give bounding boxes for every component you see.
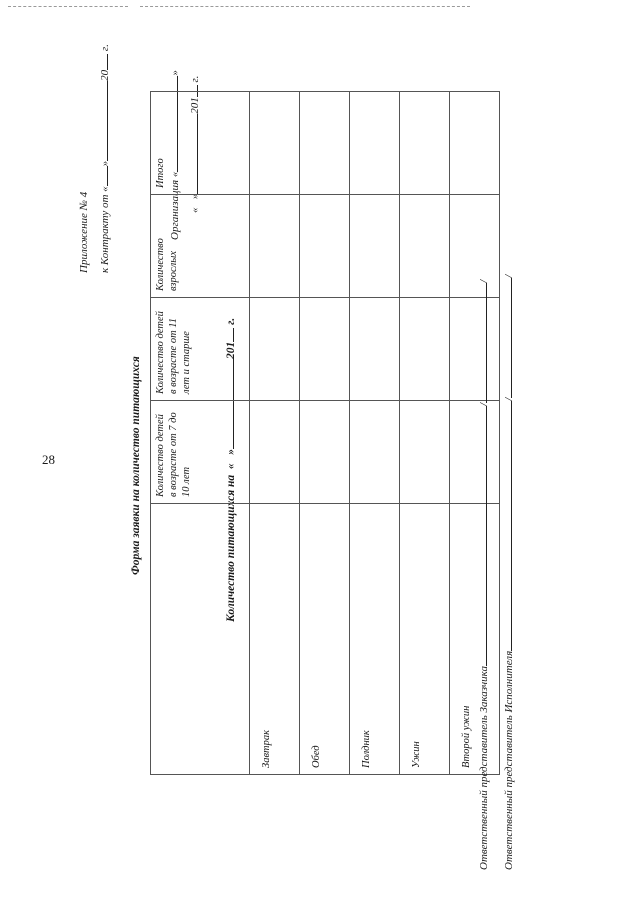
table-cell[interactable] xyxy=(300,298,350,401)
organization-label: Организация « xyxy=(169,171,181,240)
table-row xyxy=(350,92,400,775)
customer-name-slash: / xyxy=(478,279,490,283)
header-cell-total: Итого xyxy=(151,92,250,195)
contract-year-blank xyxy=(96,54,108,70)
contract-year-prefix: 20 xyxy=(99,69,111,81)
meal-count-table xyxy=(150,91,500,775)
customer-signature-slash: / xyxy=(478,402,490,406)
count-year-prefix: 201 xyxy=(225,341,237,359)
table-cell[interactable] xyxy=(250,195,300,298)
table-cell[interactable] xyxy=(300,195,350,298)
organization-close-quote: » xyxy=(169,70,181,76)
form-title: Форма заявки на количество питающихся xyxy=(130,356,142,575)
table-header-row xyxy=(151,92,250,775)
executor-name-slash: / xyxy=(503,274,515,278)
table-cell[interactable] xyxy=(350,401,400,504)
contract-day-blank xyxy=(96,166,108,186)
customer-signature-line xyxy=(475,280,490,870)
table-cell[interactable] xyxy=(350,195,400,298)
table-cell[interactable] xyxy=(400,92,450,195)
table-cell[interactable] xyxy=(250,401,300,504)
executor-signature-line xyxy=(500,275,515,870)
count-year-suffix: г. xyxy=(225,317,237,325)
executor-signature-slash: / xyxy=(503,397,515,401)
table-cell[interactable] xyxy=(400,298,450,401)
header-cell-adults: Количество взрослых xyxy=(151,195,250,298)
count-close-quote: » xyxy=(225,448,237,455)
contract-month-blank xyxy=(96,81,108,161)
executor-signature-blank[interactable] xyxy=(500,401,512,651)
org-date-close: » xyxy=(189,193,201,200)
table-cell[interactable] xyxy=(250,92,300,195)
table-cell[interactable] xyxy=(400,195,450,298)
row-label: Завтрак xyxy=(250,504,300,775)
appendix-contract-line xyxy=(96,44,111,273)
page-number: 28 xyxy=(42,452,55,467)
appendix-title: Приложение № 4 xyxy=(78,191,90,273)
customer-name-blank[interactable] xyxy=(475,283,487,403)
header-cell-children-7-10: Количество детей в возрасте от 7 до 10 лет xyxy=(151,401,250,504)
contract-prefix: к Контракту от « xyxy=(99,186,111,273)
count-open-quote: « xyxy=(225,463,237,470)
table-cell[interactable] xyxy=(300,92,350,195)
count-prefix: Количество питающихся на xyxy=(225,474,237,622)
row-label: Обед xyxy=(300,504,350,775)
executor-signature-label: Ответственный представитель Исполнителя xyxy=(503,650,515,870)
table-row xyxy=(250,92,300,775)
row-label: Второй ужин xyxy=(450,504,500,775)
table-cell[interactable] xyxy=(300,401,350,504)
row-label: Ужин xyxy=(400,504,450,775)
header-cell-empty xyxy=(151,504,250,775)
org-year-suffix: г. xyxy=(189,75,201,83)
executor-name-blank[interactable] xyxy=(500,278,512,398)
table-cell[interactable] xyxy=(350,92,400,195)
contract-year-suffix: г. xyxy=(99,44,111,52)
customer-signature-blank[interactable] xyxy=(475,406,487,666)
contract-mid-quote: » xyxy=(99,160,111,167)
org-year-prefix: 201 xyxy=(189,97,201,114)
customer-signature-label: Ответственный представитель Заказчика xyxy=(478,665,490,870)
table-cell[interactable] xyxy=(250,298,300,401)
org-date-open: « xyxy=(189,207,201,213)
table-row xyxy=(400,92,450,775)
header-cell-children-11-plus: Количество детей в возрасте от 11 лет и старше xyxy=(151,298,250,401)
row-label: Полдник xyxy=(350,504,400,775)
table-cell[interactable] xyxy=(400,401,450,504)
table-row xyxy=(300,92,350,775)
table-cell[interactable] xyxy=(450,92,500,195)
table-cell[interactable] xyxy=(350,298,400,401)
